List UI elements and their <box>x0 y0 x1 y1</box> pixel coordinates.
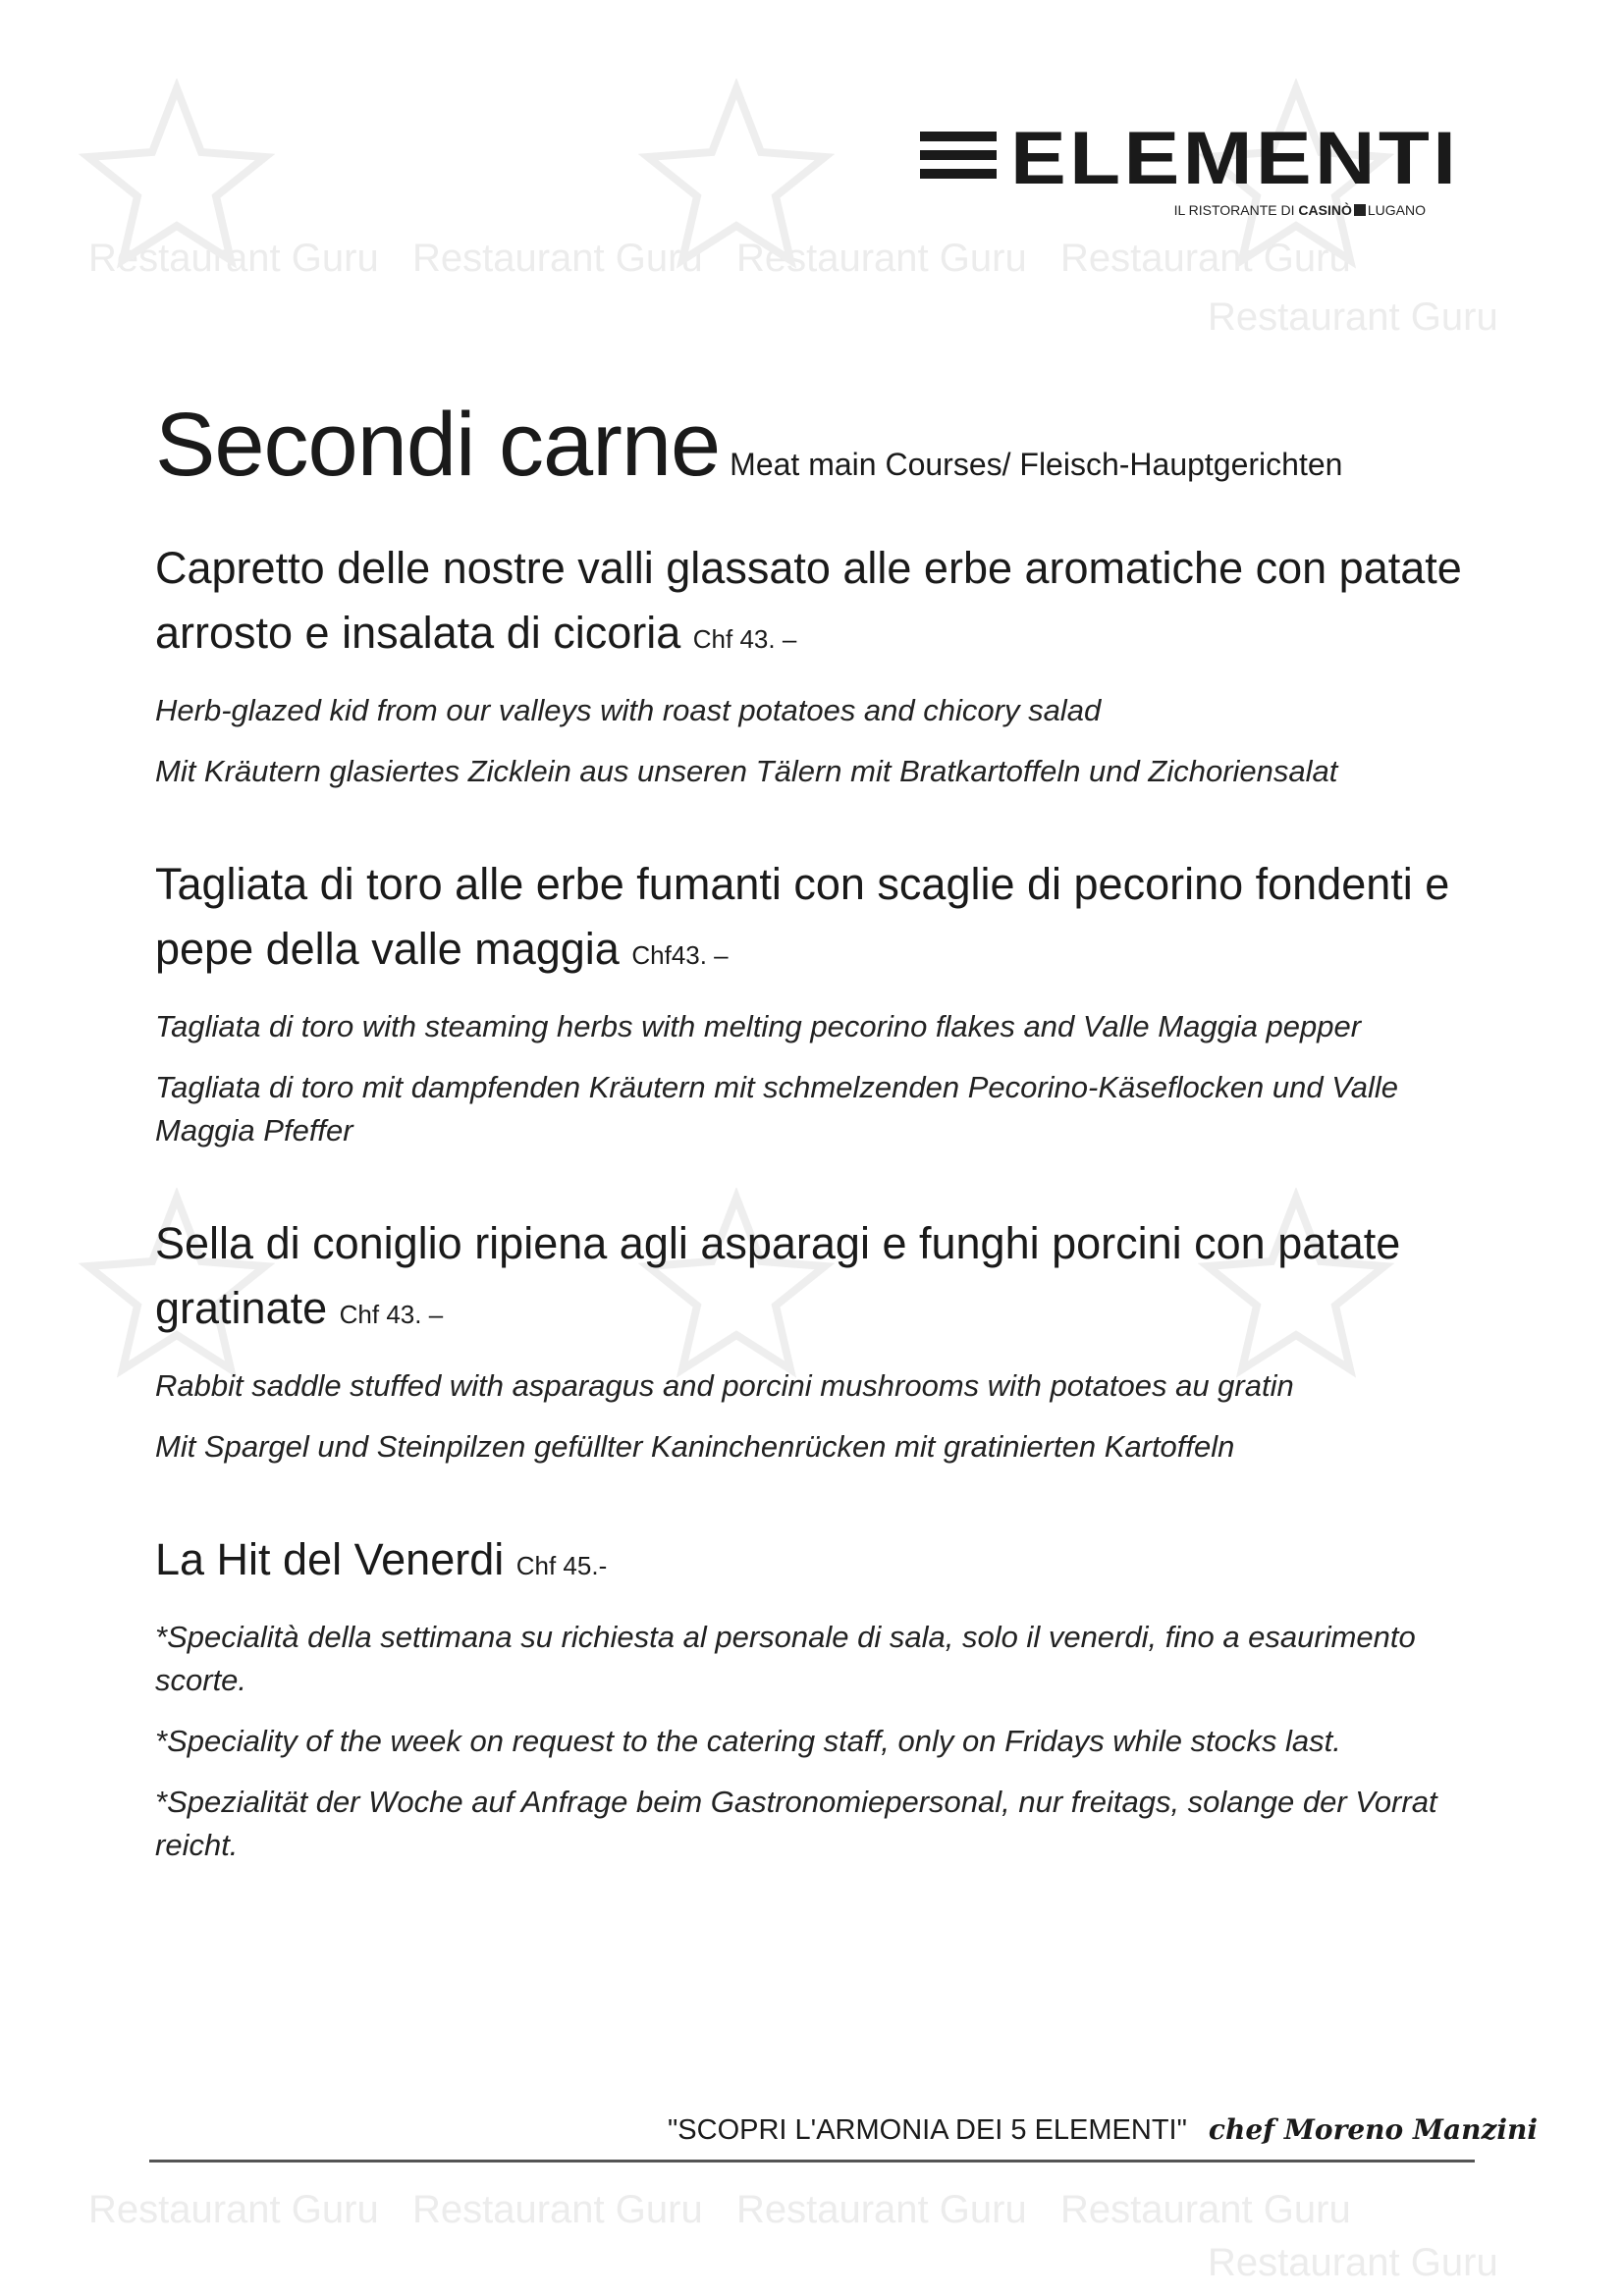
watermark-text: Restaurant Guru <box>412 2188 703 2231</box>
footer <box>668 2112 1538 2148</box>
casino-square-icon <box>1354 204 1366 216</box>
menu-item <box>155 1211 1471 1468</box>
dish-price: Chf43. – <box>631 940 729 970</box>
special-price: Chf 45.- <box>515 1551 608 1580</box>
dish-name: Sella di coniglio ripiena agli asparagi e funghi porcini con patate gratinate <box>155 1218 1401 1333</box>
special-description-it: *Specialità della settimana su richiesta al personale di sala, solo il venerdi, fino a esaurimento scorte. <box>155 1620 1416 1697</box>
dish-description-en: Herb-glazed kid from our valleys with roast potatoes and chicory salad <box>155 693 1102 727</box>
watermark-text: Restaurant Guru <box>1060 2188 1351 2231</box>
chef-signature: chef Moreno Manzini <box>1208 2113 1538 2146</box>
logo-tagline <box>1174 202 1426 218</box>
dish-name: Capretto delle nostre valli glassato alle erbe aromatiche con patate arrosto e insalata di cicoria <box>155 543 1462 658</box>
watermark-text: Restaurant Guru <box>1208 2241 1498 2284</box>
special-description-en: *Speciality of the week on request to the catering staff, only on Fridays while stocks last. <box>155 1724 1341 1758</box>
menu-content <box>155 536 1471 1926</box>
watermark-text: Restaurant Guru <box>88 237 379 280</box>
logo-wordmark: ELEMENTI <box>1010 117 1460 200</box>
dish-price: Chf 43. – <box>339 1300 444 1329</box>
section-subtitle: Meat main Courses/ Fleisch-Hauptgerichten <box>730 447 1343 482</box>
dish-description-de: Mit Spargel und Steinpilzen gefüllter Kaninchenrücken mit gratinierten Kartoffeln <box>155 1429 1235 1464</box>
menu-item <box>155 852 1471 1152</box>
footer-motto: "SCOPRI L'ARMONIA DEI 5 ELEMENTI" <box>668 2114 1187 2146</box>
logo-bars-icon <box>920 132 997 187</box>
dish-description-en: Tagliata di toro with steaming herbs with melting pecorino flakes and Valle Maggia pepper <box>155 1009 1362 1043</box>
watermark-text: Restaurant Guru <box>88 2188 379 2231</box>
menu-item <box>155 536 1471 793</box>
dish-name: Tagliata di toro alle erbe fumanti con scaglie di pecorino fondenti e pepe della valle maggia <box>155 859 1450 974</box>
dish-description-en: Rabbit saddle stuffed with asparagus and porcini mushrooms with potatoes au gratin <box>155 1368 1294 1403</box>
watermark-star-fork-icon <box>638 79 835 275</box>
section-title: Secondi carne <box>155 395 721 495</box>
special-name: La Hit del Venerdi <box>155 1534 505 1584</box>
tagline-brand: CASINÒ <box>1298 202 1352 218</box>
watermark-text: Restaurant Guru <box>1060 237 1351 280</box>
special-description-de: *Spezialität der Woche auf Anfrage beim Gastronomiepersonal, nur freitags, solange der Vorrat reicht. <box>155 1785 1437 1862</box>
dish-description-de: Tagliata di toro mit dampfenden Kräutern mit schmelzenden Pecorino-Käseflocken und Valle Maggia Pfeffer <box>155 1070 1398 1148</box>
watermark-text: Restaurant Guru <box>412 237 703 280</box>
restaurant-logo <box>920 117 1460 224</box>
page-title <box>155 393 1342 516</box>
tagline-prefix: IL RISTORANTE DI <box>1173 202 1295 218</box>
dish-price: Chf 43. – <box>692 624 797 654</box>
watermark-star-fork-icon <box>79 79 275 275</box>
special-item <box>155 1527 1471 1867</box>
tagline-city: LUGANO <box>1367 202 1426 218</box>
dish-description-de: Mit Kräutern glasiertes Zicklein aus unseren Tälern mit Bratkartoffeln und Zichoriensalat <box>155 754 1338 788</box>
watermark-text: Restaurant Guru <box>736 237 1027 280</box>
watermark-text: Restaurant Guru <box>1208 295 1498 339</box>
footer-divider <box>149 2160 1475 2163</box>
watermark-text: Restaurant Guru <box>736 2188 1027 2231</box>
